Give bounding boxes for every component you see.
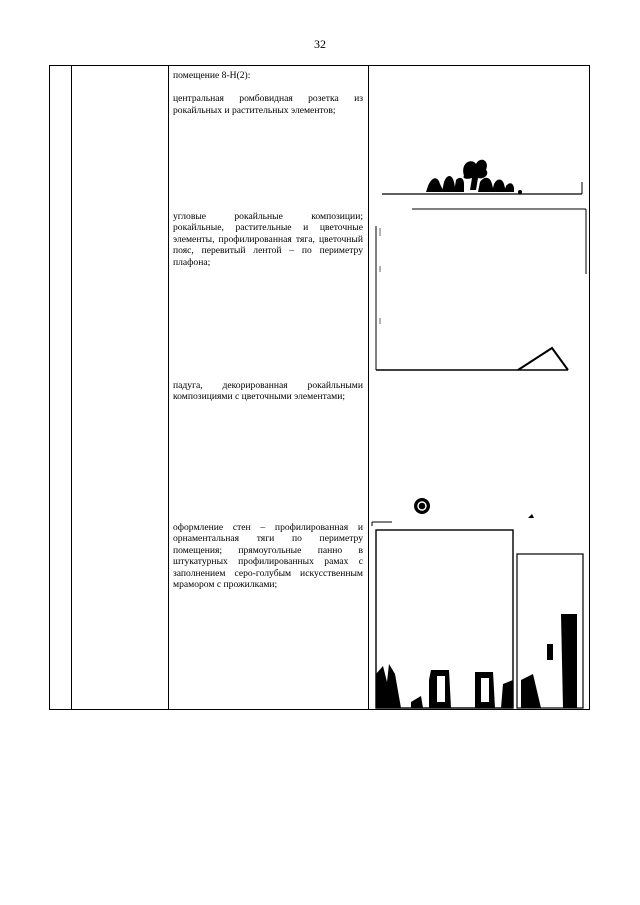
photo-wall-panels	[371, 524, 589, 710]
table-cell-description	[173, 380, 363, 403]
document-table	[49, 65, 590, 710]
photo-central-rosette	[380, 156, 586, 204]
description-text: угловые рокайльные композиции; рокайльные, растительные и цветочные элементы, профилированная тяга, цветочный пояс, перевитый лентой – по периметру плафона;	[173, 211, 363, 268]
photo-corner-compositions	[372, 206, 588, 376]
room-heading: помещение 8-Н(2):	[173, 70, 251, 81]
description-text: оформление стен – профилированная и орнаментальная тяги по периметру помещения; прямоугольные панно в штукатурных профилированных рамах с заполнением серо-голубым искусственным мрамором с прожилками;	[173, 522, 363, 591]
page-number: 32	[314, 37, 326, 51]
photo-cove-rosette	[370, 490, 586, 526]
description-text: центральная ромбовидная розетка из рокайльных и растительных элементов;	[173, 93, 363, 116]
description-text: падуга, декорированная рокайльными композициями с цветочными элементами;	[173, 380, 363, 403]
table-cell-description	[173, 522, 363, 590]
column-divider	[71, 66, 72, 709]
column-divider	[368, 66, 369, 709]
table-cell-description	[173, 211, 363, 268]
column-divider	[168, 66, 169, 709]
table-cell-description	[173, 70, 363, 116]
